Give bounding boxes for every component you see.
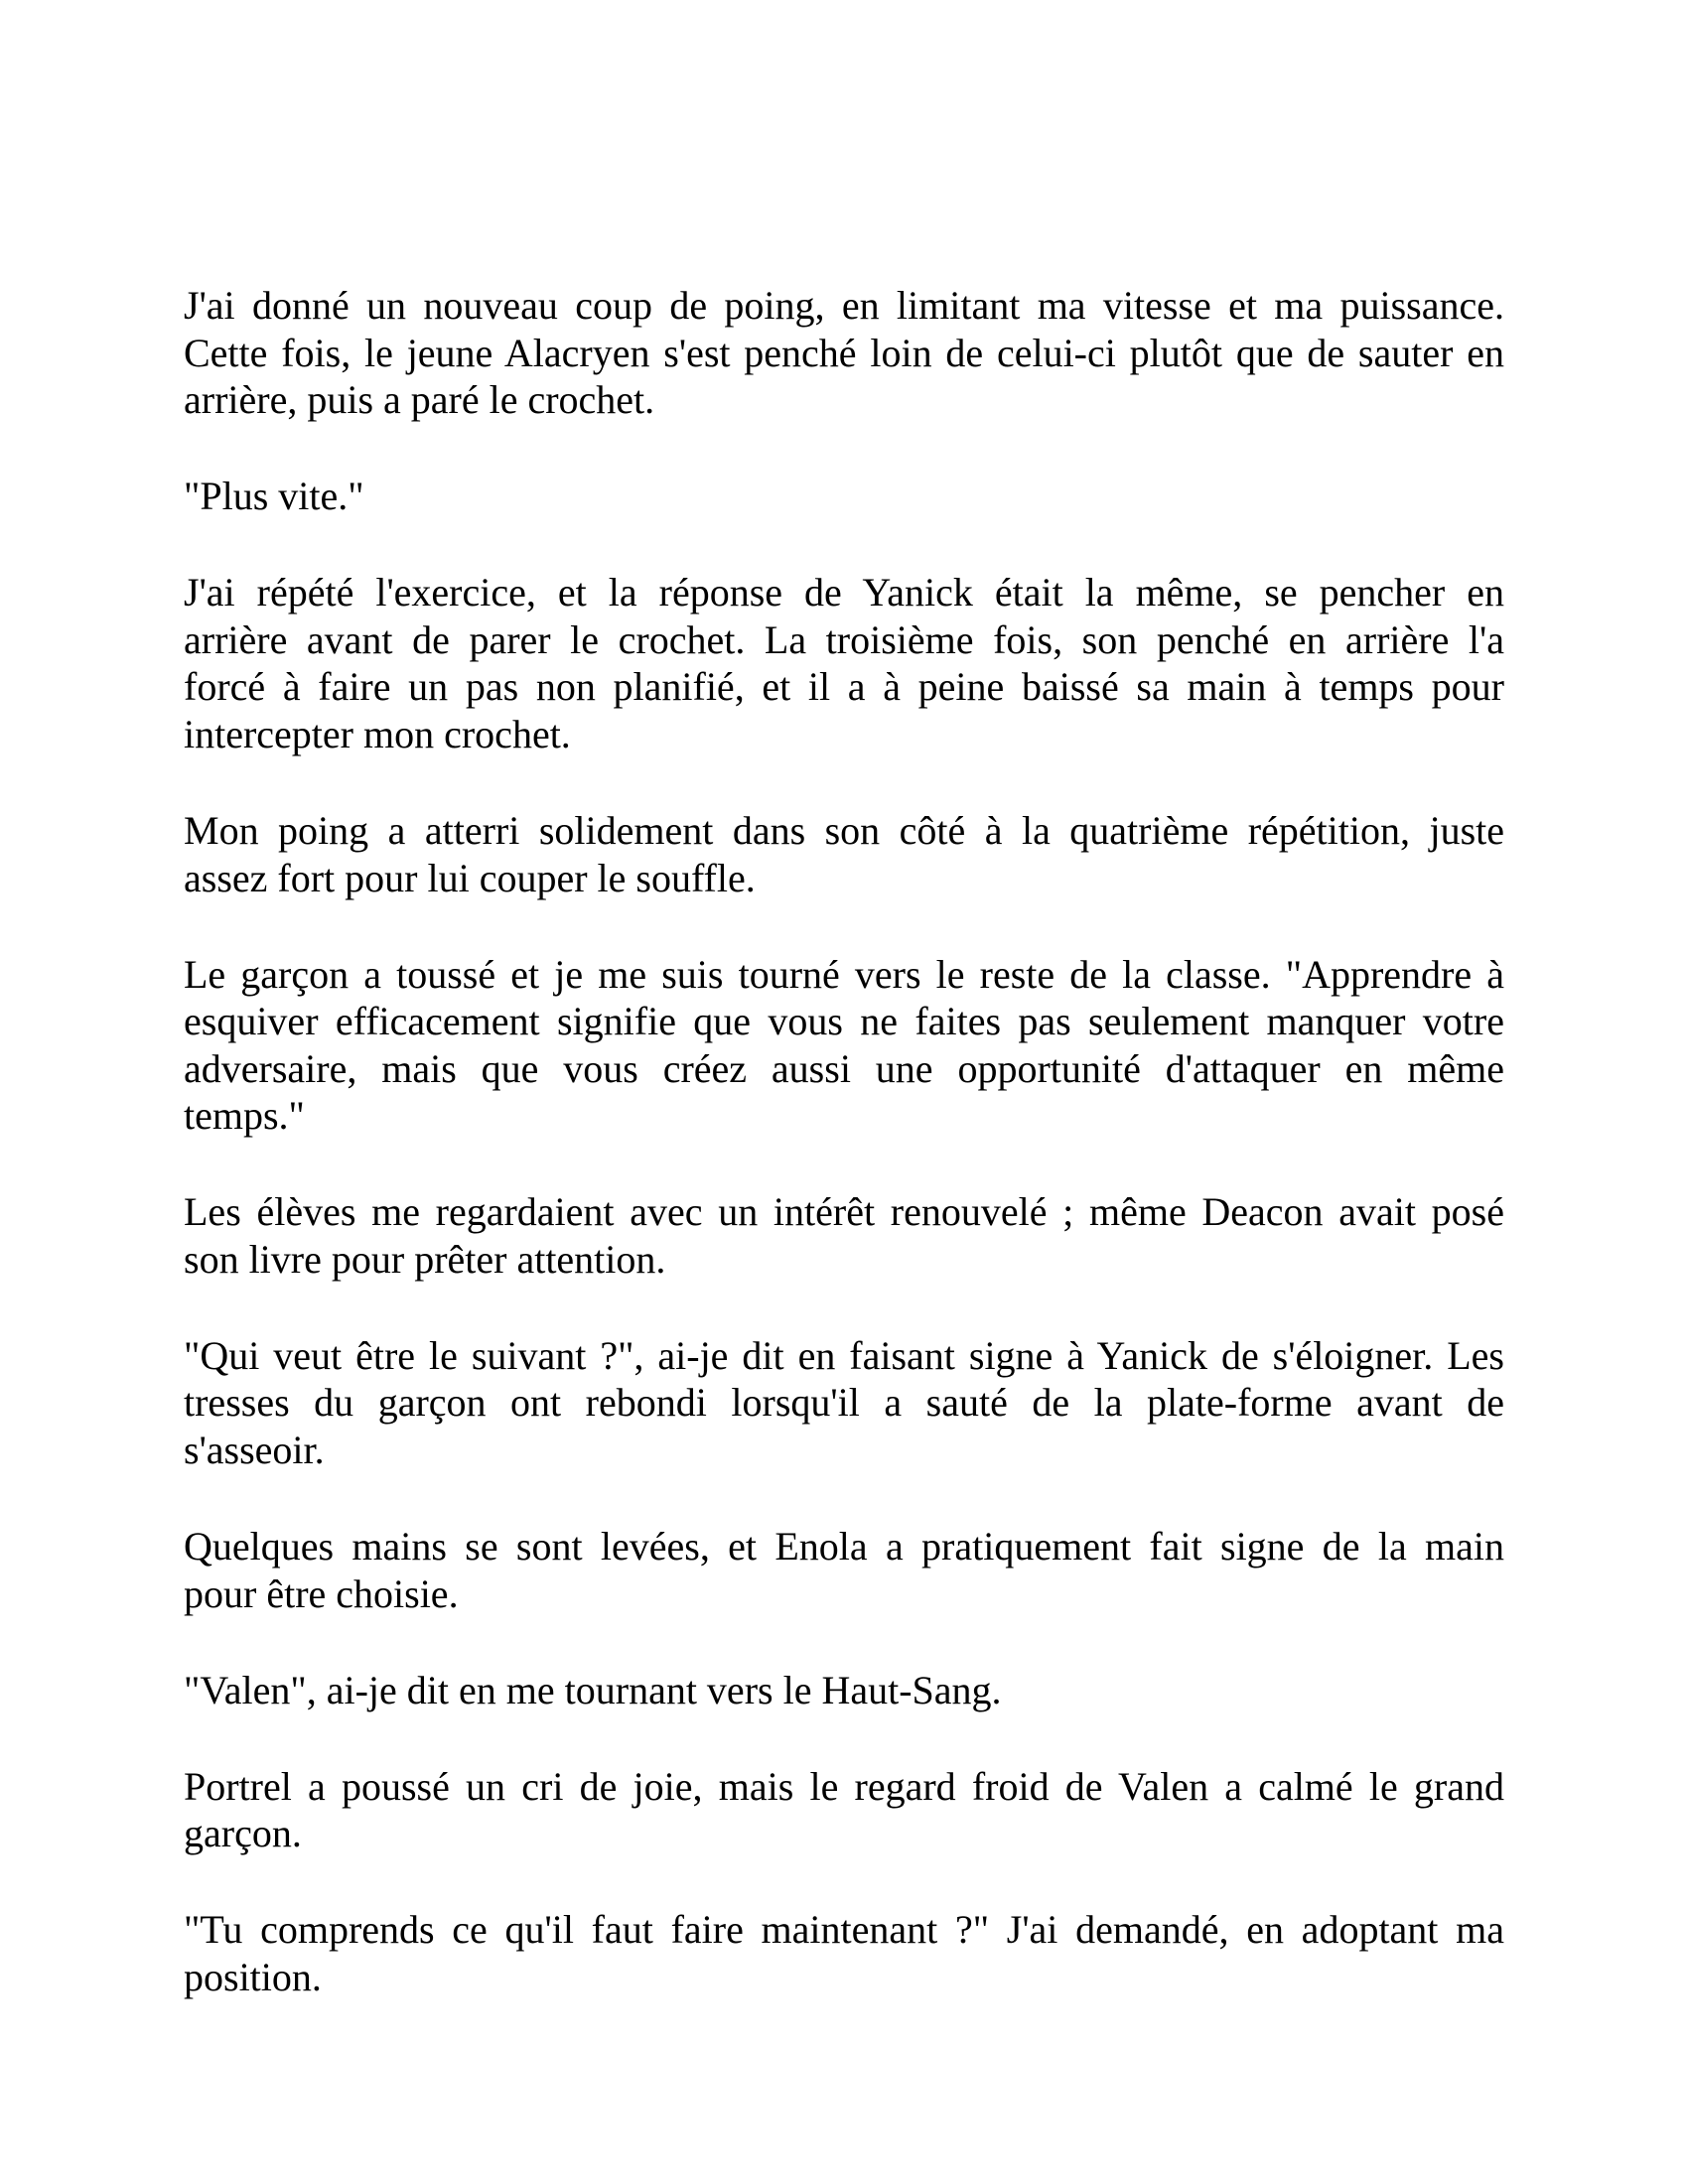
text-line: J'ai répété l'exercice, et la réponse de Yanick était la même, se pencher en [184,570,1504,615]
paragraph [184,1667,1504,1714]
text-line: intercepter mon crochet. [184,711,571,756]
text-line: garçon. [184,1811,302,1856]
text-line: Portrel a poussé un cri de joie, mais le regard froid de Valen a calmé le grand [184,1763,1504,1809]
paragraph [184,1332,1504,1474]
text-line: son livre pour prêter attention. [184,1236,666,1282]
text-line: Quelques mains se sont levées, et Enola a pratiquement fait signe de la main [184,1524,1504,1570]
text-line: Les élèves me regardaient avec un intérêt renouvelé ; même Deacon avait posé [184,1189,1504,1235]
paragraph [184,1906,1504,2000]
text-line: temps." [184,1093,305,1139]
text-block [184,282,1504,2050]
paragraph [184,1763,1504,1857]
paragraph [184,473,1504,520]
text-line: J'ai donné un nouveau coup de poing, en limitant ma vitesse et ma puissance. [184,283,1504,328]
text-line: Mon poing a atterri solidement dans son côté à la quatrième répétition, juste [184,807,1504,853]
paragraph [184,1188,1504,1283]
text-line: assez fort pour lui couper le souffle. [184,855,756,900]
text-line: Le garçon a toussé et je me suis tourné vers le reste de la classe. "Apprendre à [184,951,1504,997]
paragraph [184,951,1504,1140]
paragraph [184,282,1504,424]
text-line: esquiver efficacement signifie que vous ne faites pas seulement manquer votre [184,999,1504,1044]
paragraph [184,807,1504,901]
text-line: position. [184,1954,322,1999]
text-line: "Valen", ai-je dit en me tournant vers le Haut-Sang. [184,1667,1002,1712]
text-line: s'asseoir. [184,1428,325,1473]
paragraph [184,1523,1504,1617]
text-line: arrière avant de parer le crochet. La troisième fois, son penché en arrière l'a [184,616,1504,662]
paragraph [184,569,1504,757]
text-line: Cette fois, le jeune Alacryen s'est penché loin de celui-ci plutôt que de sauter en [184,330,1504,375]
text-line: "Tu comprends ce qu'il faut faire maintenant ?" J'ai demandé, en adoptant ma [184,1907,1504,1953]
text-line: "Qui veut être le suivant ?", ai-je dit en faisant signe à Yanick de s'éloigner. Les [184,1332,1504,1378]
text-line: forcé à faire un pas non planifié, et il a à peine baissé sa main à temps pour [184,664,1504,710]
text-line: tresses du garçon ont rebondi lorsqu'il a sauté de la plate-forme avant de [184,1380,1504,1426]
text-line: pour être choisie. [184,1570,459,1616]
text-line: "Plus vite." [184,474,364,519]
text-line: adversaire, mais que vous créez aussi une opportunité d'attaquer en même [184,1045,1504,1091]
text-line: arrière, puis a paré le crochet. [184,377,655,423]
